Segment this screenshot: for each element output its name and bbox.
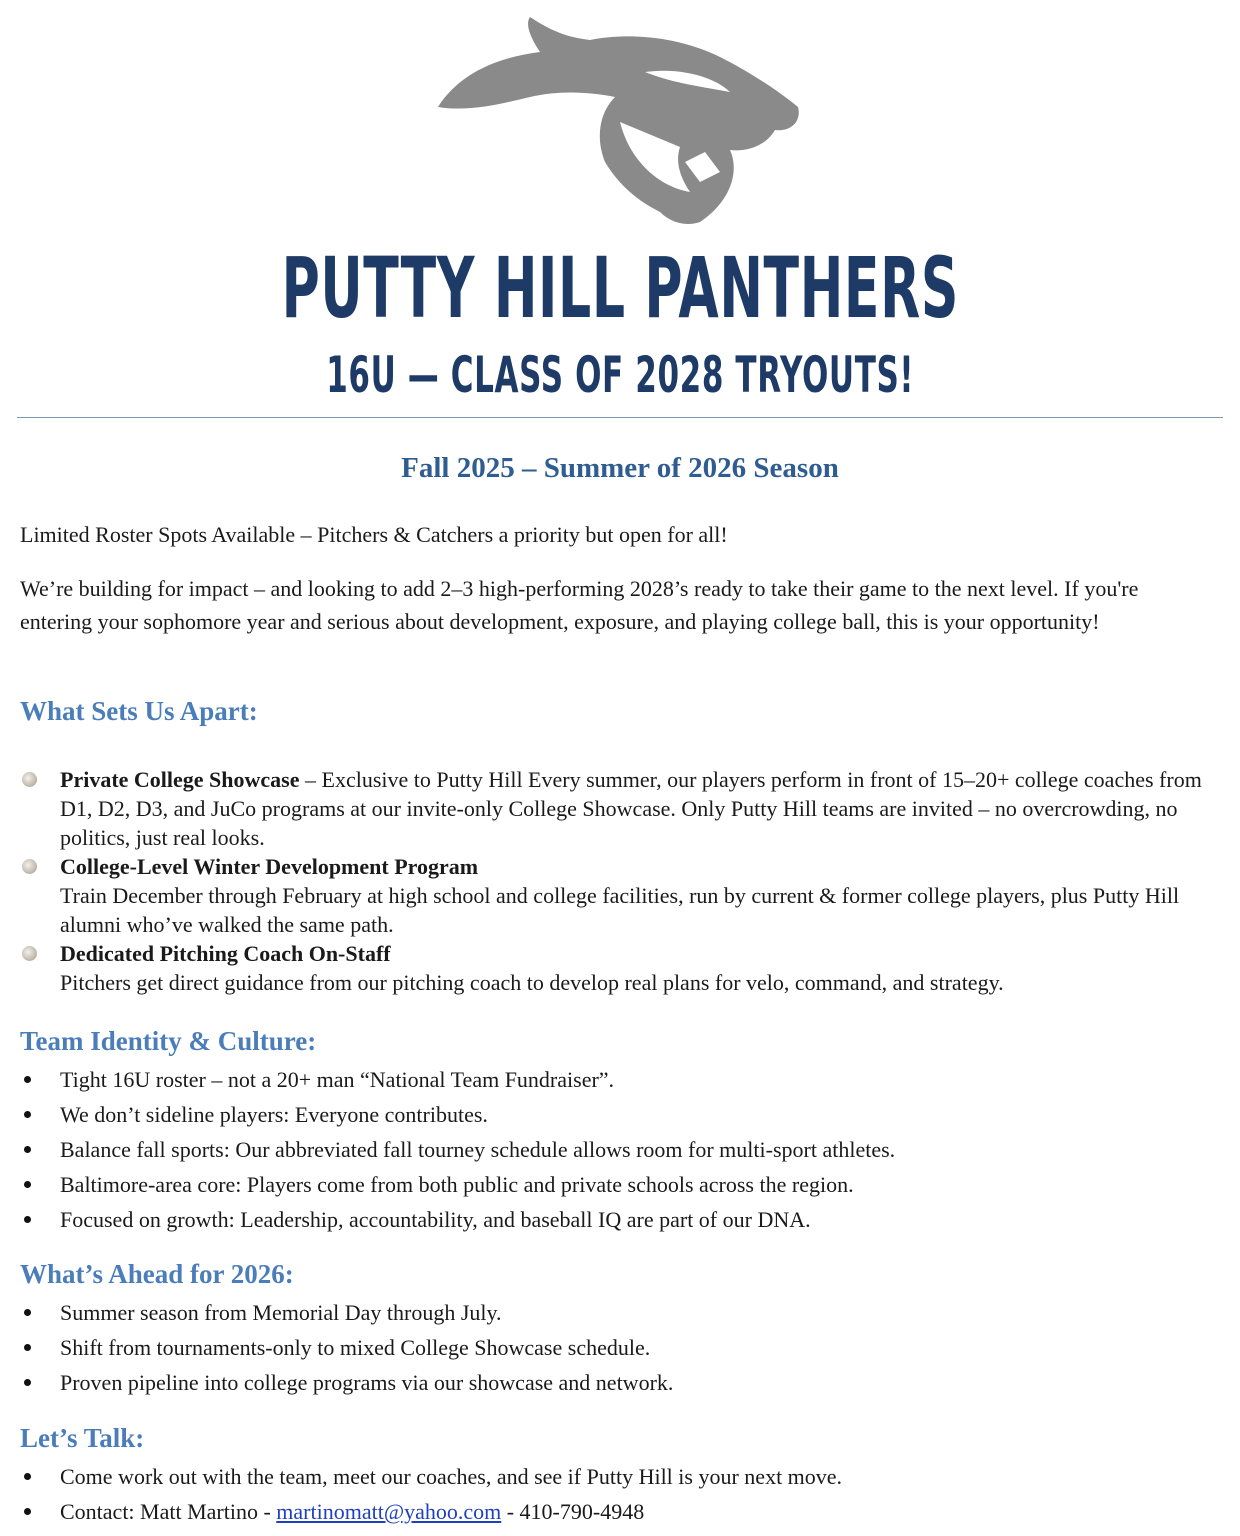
talk-list bbox=[20, 1459, 1220, 1529]
item-text: We don’t sideline players: Everyone contributes. bbox=[60, 1102, 488, 1127]
apart-list bbox=[20, 765, 1220, 997]
item-title: College-Level Winter Development Program bbox=[60, 854, 479, 879]
list-item bbox=[20, 1459, 1220, 1494]
list-item bbox=[20, 1295, 1220, 1330]
phone-number: - 410-790-4948 bbox=[501, 1499, 645, 1524]
item-title: Private College Showcase bbox=[60, 767, 300, 792]
bullet-icon bbox=[24, 1309, 31, 1316]
bullet-icon bbox=[24, 1379, 31, 1386]
panther-logo bbox=[430, 12, 810, 227]
item-text: Come work out with the team, meet our coaches, and see if Putty Hill is your next move. bbox=[60, 1464, 843, 1489]
list-item bbox=[20, 1330, 1220, 1365]
list-item bbox=[20, 1202, 1220, 1237]
section-heading-apart: What Sets Us Apart: bbox=[20, 696, 258, 726]
item-title: Dedicated Pitching Coach On-Staff bbox=[60, 941, 391, 966]
season-heading: Fall 2025 – Summer of 2026 Season bbox=[401, 452, 839, 484]
divider bbox=[17, 417, 1223, 418]
bullet-icon bbox=[24, 1076, 31, 1083]
item-text: Train December through February at high school and college facilities, run by current & former college players, plus Putty Hill alumni who’ve walked the same path. bbox=[60, 883, 1180, 937]
item-text: Focused on growth: Leadership, accountability, and baseball IQ are part of our DNA. bbox=[60, 1207, 811, 1232]
item-text: Summer season from Memorial Day through July. bbox=[60, 1300, 502, 1325]
list-item bbox=[20, 1167, 1220, 1202]
tryouts-subtitle bbox=[0, 340, 1240, 410]
baseball-icon bbox=[22, 859, 37, 874]
item-text: Pitchers get direct guidance from our pitching coach to develop real plans for velo, command, and strategy. bbox=[60, 970, 1004, 995]
bullet-icon bbox=[24, 1181, 31, 1188]
bullet-icon bbox=[24, 1216, 31, 1223]
baseball-icon bbox=[22, 946, 37, 961]
list-item bbox=[20, 1062, 1220, 1097]
email-link[interactable]: martinomatt@yahoo.com bbox=[276, 1499, 502, 1524]
team-title bbox=[0, 238, 1240, 338]
ahead-list bbox=[20, 1295, 1220, 1400]
intro-line: Limited Roster Spots Available – Pitchers & Catchers a priority but open for all! bbox=[20, 522, 728, 547]
section-heading-talk: Let’s Talk: bbox=[20, 1423, 145, 1453]
section-heading-culture: Team Identity & Culture: bbox=[20, 1026, 317, 1056]
baseball-icon bbox=[22, 772, 37, 787]
intro-paragraph: We’re building for impact – and looking to add 2–3 high-performing 2028’s ready to take their game to the next level. If you're entering your sophomore year and serious about development, exposure, and playing college ball, this is your opportunity! bbox=[20, 576, 1139, 634]
culture-list bbox=[20, 1062, 1220, 1237]
bullet-icon bbox=[24, 1344, 31, 1351]
contact-item bbox=[20, 1494, 1220, 1529]
section-heading-ahead: What’s Ahead for 2026: bbox=[20, 1259, 294, 1289]
item-text: Proven pipeline into college programs via our showcase and network. bbox=[60, 1370, 674, 1395]
item-text: Baltimore-area core: Players come from both public and private schools across the region. bbox=[60, 1172, 854, 1197]
bullet-icon bbox=[24, 1146, 31, 1153]
bullet-icon bbox=[24, 1473, 31, 1480]
item-text: Shift from tournaments-only to mixed College Showcase schedule. bbox=[60, 1335, 651, 1360]
contact-label: Contact: Matt Martino - bbox=[60, 1499, 277, 1524]
list-item bbox=[20, 1132, 1220, 1167]
bullet-icon bbox=[24, 1111, 31, 1118]
list-item bbox=[20, 765, 1220, 852]
tryouts-subtitle-text: 16U — CLASS OF 2028 TRYOUTS! bbox=[325, 346, 914, 404]
item-text: Tight 16U roster – not a 20+ man “National Team Fundraiser”. bbox=[60, 1067, 615, 1092]
list-item bbox=[20, 1097, 1220, 1132]
list-item bbox=[20, 852, 1220, 939]
list-item bbox=[20, 939, 1220, 997]
bullet-icon bbox=[24, 1508, 31, 1515]
item-text: Balance fall sports: Our abbreviated fall tourney schedule allows room for multi-sport athletes. bbox=[60, 1137, 896, 1162]
team-title-text: PUTTY HILL PANTHERS bbox=[281, 239, 959, 337]
list-item bbox=[20, 1365, 1220, 1400]
item-text: – Exclusive to Putty Hill Every summer, our players perform in front of 15–20+ college coaches from D1, D2, D3, and JuCo programs at our invite-only College Showcase. Only Putty Hill teams are invited – no overcrowding, no politics, just real looks. bbox=[60, 767, 1202, 850]
